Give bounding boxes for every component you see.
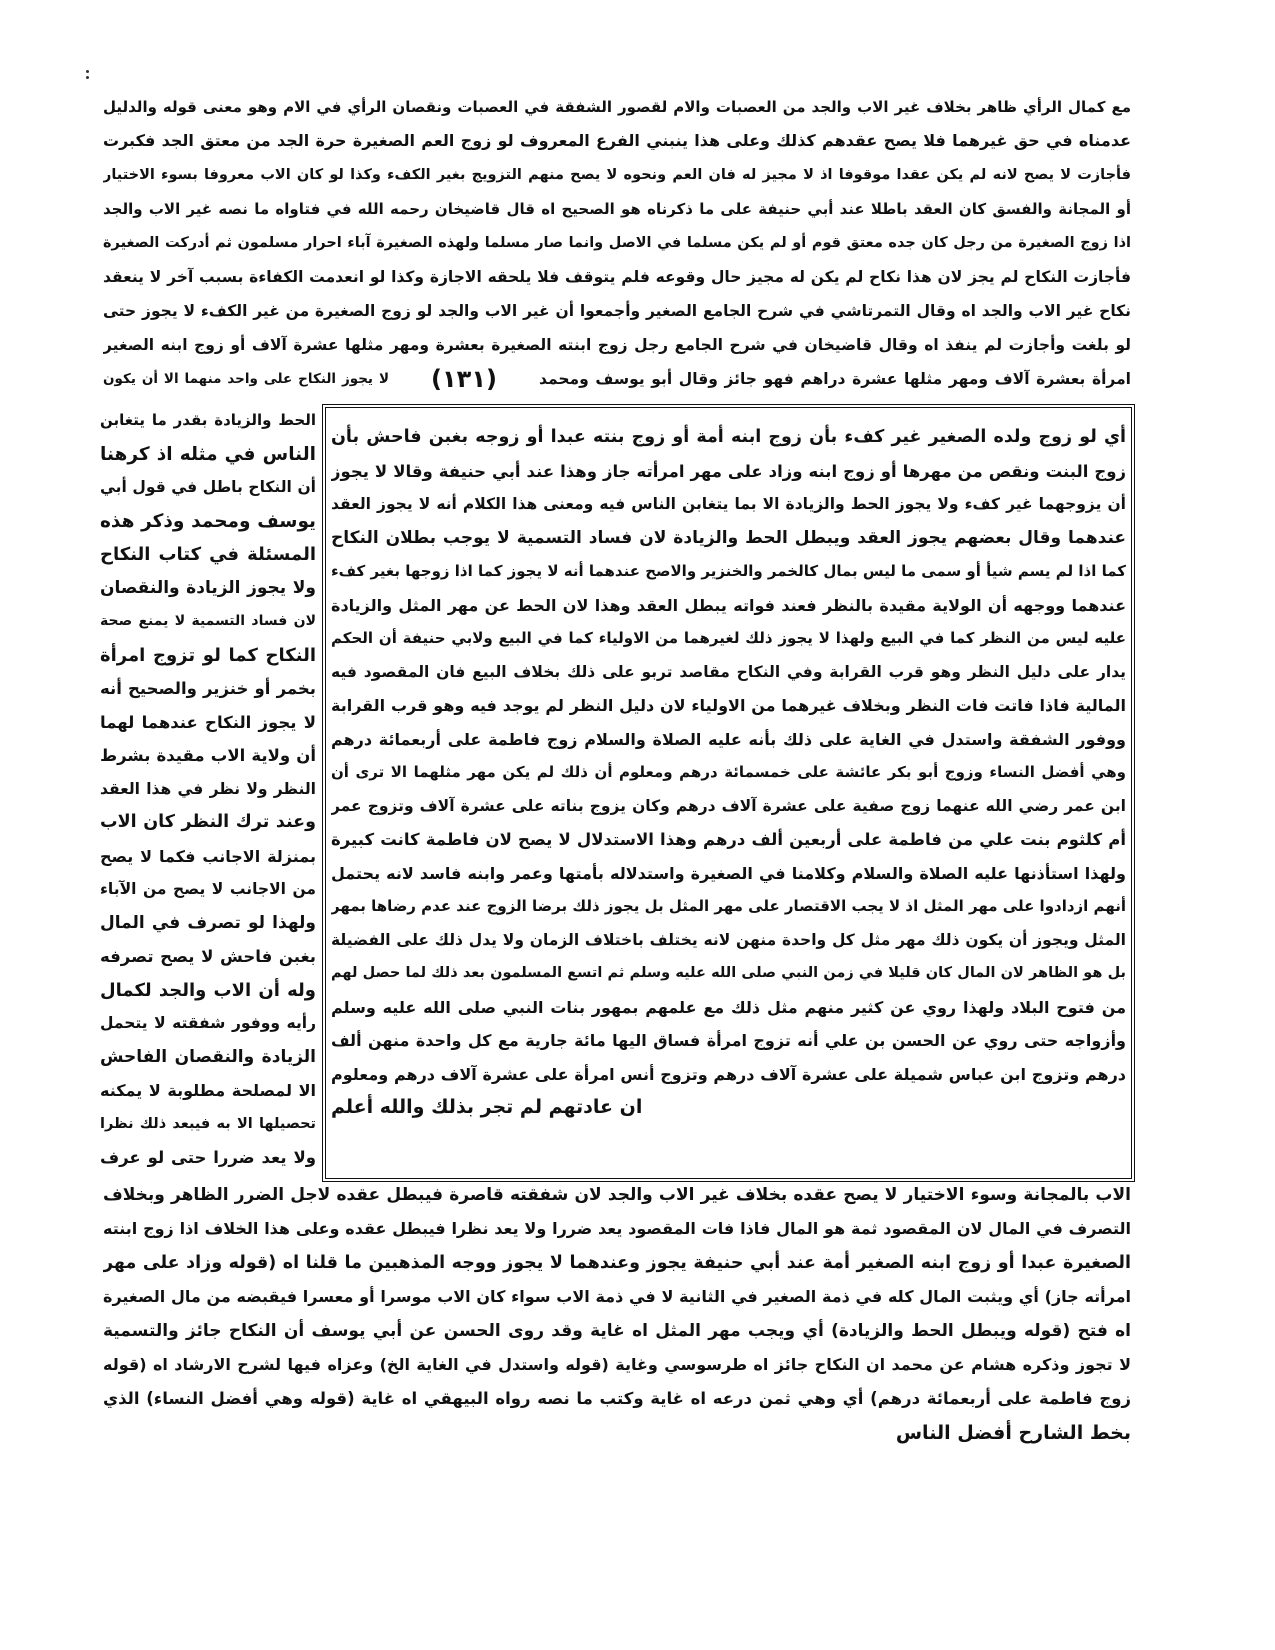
text-line: النظر ولا نظر في هذا العقد [100, 779, 316, 798]
text-line: ولا يعد ضررا حتى لو عرف [100, 1148, 316, 1167]
text-line: عندهما ووجهه أن الولاية مقيدة بالنظر فعند فواته يبطل العقد وهذا لان الحط عن مهر المثل والزيادة [331, 595, 1126, 615]
text-line: الناس في مثله اذ كرهنا [100, 443, 316, 465]
text-line: ولهذا لو تصرف في المال [100, 912, 316, 933]
text-line: اه فتح (قوله ويبطل الحط والزيادة) أي ويجب مهر المثل اه غاية وقد روى الحسن عن أبي يوسف أن النكاح جائز والتسمية [103, 1321, 1131, 1341]
bottom-gloss-lines [103, 1178, 1131, 1450]
text-line: أن يزوجهما غير كفء ولا يجوز الحط والزيادة الا بما يتغابن الناس فيه ومعنى هذا الكلام أنه لا يجوز العقد [331, 495, 1126, 513]
text-line: وله أن الاب والجد لكمال [100, 979, 316, 1001]
text-line: وعند ترك النظر كان الاب [100, 812, 316, 832]
text-line: بل هو الظاهر لان المال كان قليلا في زمن النبي صلى الله عليه وسلم ثم اتسع المسلمون بعد ذلك لما حصل لهم [331, 965, 1126, 981]
text-line: عدمناه في حق غيرهما فلا يصح عقدهم كذلك وعلى هذا ينبني الفرع المعروف لو زوج العم الصغيرة حرة الجد من معتق الجد فكبرت [103, 131, 1131, 150]
text-line: رأيه ووفور شفقته لا يتحمل [100, 1014, 316, 1032]
text-line: امرأته جاز) أي ويثبت المال كله في ذمة الصغير في الثانية لا في ذمة الاب سواء كان الاب موسرا أو معسرا فيقبضه من مال الصغيرة [103, 1287, 1131, 1306]
text-line: أن النكاح باطل في قول أبي [100, 478, 316, 496]
text-segment: امرأة بعشرة آلاف ومهر مثلها عشرة دراهم فهو جائز وقال أبو يوسف ومحمد [539, 370, 1131, 388]
text-line: الا لمصلحة مطلوبة لا يمكنه [100, 1081, 316, 1100]
text-line: بخط الشارح أفضل الناس [895, 1422, 1131, 1444]
text-line: أنهم ازدادوا على مهر المثل اذ لا يجب الاقتصار على مهر المثل بل يجوز ذلك برضا الزوج عند عدم رضاها بمهر [331, 897, 1126, 915]
text-line: ان عادتهم لم تجر بذلك والله أعلم [331, 1096, 643, 1118]
text-line: ووفور الشفقة واستدل في الغاية على ذلك بأنه عليه الصلاة والسلام زوج فاطمة على أربعمائة درهم [331, 729, 1126, 749]
text-line: عليه ليس من النظر كما في البيع ولهذا لا يجوز ذلك لغيرهما من الاولياء كما في البيع ولابي حنيفة أن الحكم [331, 629, 1126, 647]
main-text-lines [331, 421, 1126, 1125]
text-line: وهي أفضل النساء وزوج أبو بكر عائشة على خمسمائة درهم ومعلوم أن ذلك لم يكن مهر مثلهما الا ترى أن [331, 763, 1126, 781]
top-gloss-lines [103, 90, 1131, 362]
page-number: (١٣١) [431, 365, 497, 393]
text-line: نكاح غير الاب والجد اه وقال التمرتاشي في شرح الجامع الصغير وأجمعوا أن غير الاب والجد لو زوج الصغيرة من غير الكفء لا يجوز حتى [103, 302, 1131, 320]
text-line: لا تجوز وذكره هشام عن محمد ان النكاح جائز اه طرسوسي وغاية (قوله واستدل في الغاية الخ) وعزاه فيها لشرح الارشاد اه (قوله [103, 1355, 1131, 1374]
text-line: الحط والزيادة بقدر ما يتغابن [100, 411, 316, 429]
text-line: النكاح كما لو تزوج امرأة [100, 644, 316, 666]
bottom-gloss [103, 1178, 1131, 1450]
text-line: عندهما وقال بعضهم يجوز العقد ويبطل الحط والزيادة لان فساد التسمية لا يوجب بطلان النكاح [331, 527, 1126, 548]
side-gloss-lines [100, 404, 316, 1175]
text-line: التصرف في المال لان المقصود ثمة هو المال فاذا فات المقصود يعد ضررا ولا يعد نظرا فيبطل عقده وعلى هذا الخلاف اذا زوج ابنته [103, 1219, 1131, 1238]
text-line: لو بلغت وأجازت لم ينفذ اه وقال قاضيخان في شرح الجامع رجل زوج ابنته الصغيرة بعشرة ومهر مثلها عشرة آلاف أو زوج ابنه الصغير [103, 336, 1131, 354]
text-segment: لا يجوز النكاح على واحد منهما الا أن يكون [103, 371, 389, 387]
text-line: بخمر أو خنزير والصحيح أنه [100, 679, 316, 698]
text-line: تحصيلها الا به فيبعد ذلك نظرا [100, 1115, 316, 1132]
side-gloss [100, 404, 316, 1175]
text-line: أو المجانة والفسق كان العقد باطلا عند أبي حنيفة على ما ذكرناه هو الصحيح اه قال قاضيخان رحمه الله في فتاواه ما نصه غير الاب والجد [103, 200, 1131, 218]
text-line: الاب بالمجانة وسوء الاختيار لا يصح عقده بخلاف غير الاب والجد لان شفقته قاصرة فيبطل عقده لاجل الضرر الظاهر وبخلاف [103, 1185, 1131, 1205]
text-line: المثل ويجوز أن يكون ذلك مهر مثل كل واحدة منهن لانه يختلف باختلاف الزمان ولا يدل ذلك على الفضيلة [331, 930, 1126, 949]
text-line: وأزواجه حتى روي عن الحسن بن علي أنه تزوج امرأة فساق اليها مائة جارية مع كل واحدة منهن ألف [331, 1031, 1126, 1050]
text-line: ابن عمر رضي الله عنهما زوج صفية على عشرة آلاف درهم وكان يزوج بناته على عشرة آلاف وتزوج عمر [331, 796, 1126, 815]
text-line: الزيادة والنقصان الفاحش [100, 1046, 316, 1067]
text-line: لا يجوز النكاح عندهما لهما [100, 712, 316, 732]
text-line: الصغيرة عبدا أو زوج ابنه الصغير أمة عند أبي حنيفة يجوز وعندهما لا يجوز ووجه المذهبين ما قلنا اه (قوله وزاد على مهر [103, 1253, 1131, 1273]
text-line: يوسف ومحمد وذكر هذه [100, 510, 316, 532]
text-line: أم كلثوم بنت علي من فاطمة على أربعين ألف درهم وهذا الاستدلال لا يصح لان فاطمة كانت كبيرة [331, 830, 1126, 849]
text-line: مع كمال الرأي ظاهر بخلاف غير الاب والجد من العصبات والام لقصور الشفقة في العصبات ونقصان الرأي في الام وهو معنى قوله والدليل [103, 98, 1131, 116]
text-line: بمنزلة الاجانب فكما لا يصح [100, 846, 316, 866]
main-text-box [322, 404, 1135, 1182]
text-line: كما اذا لم يسم شيأ أو سمى ما ليس بمال كالخمر والخنزير والاصح عندهما أنه لا يجوز كما اذا زوجها بغير كفء [331, 562, 1126, 580]
text-line: درهم وتزوج ابن عباس شميلة على عشرة آلاف درهم وتزوج أنس امرأة على عشرة آلاف درهم ومعلوم [331, 1064, 1126, 1084]
text-line: لان فساد التسمية لا يمنع صحة [100, 613, 316, 629]
text-line: فأجازت لا يصح لانه لم يكن عقدا موقوفا اذ لا مجيز له فان العم ونحوه لا يصح منهم التزويج بغير الكفء وكذا لو كان الاب معروفا بسوء الاختيار [103, 167, 1131, 183]
text-line: زوج فاطمة على أربعمائة درهم) أي وهي ثمن درعه اه غاية وكتب ما نصه رواه البيهقي اه غاية (قوله وهي أفضل النساء) الذي [103, 1389, 1131, 1408]
text-line: بغبن فاحش لا يصح تصرفه [100, 947, 316, 966]
text-line: فأجازت النكاح لم يجز لان هذا نكاح لم يكن له مجيز حال وقوعه فلم يتوقف فلا يلحقه الاجازة وكذا لو انعدمت الكفاءة بسبب آخر لا ينعقد [103, 268, 1131, 286]
text-line: من فتوح البلاد ولهذا روي عن كثير منهم مثل ذلك مع علمهم بمهور بنات النبي صلى الله عليه وسلم [331, 997, 1126, 1017]
top-gloss [103, 90, 1131, 396]
text-line: المالية فاذا فاتت فات النظر وبخلاف غيرهما من الاولياء لان دليل النظر لم يوجد فيه وهو قرب القرابة [331, 696, 1126, 715]
text-line: يدار على دليل النظر وهو قرب القرابة وفي النكاح مقاصد تربو على ذلك بخلاف البيع فان المقصود فيه [331, 662, 1126, 681]
top-gloss-last-line [103, 362, 1131, 396]
text-line: أي لو زوج ولده الصغير غير كفء بأن زوج ابنه أمة أو زوج بنته عبدا أو زوجه بغبن فاحش بأن [331, 427, 1126, 447]
text-line: زوج البنت ونقص من مهرها أو زوج ابنه وزاد على مهر امرأته جاز وهذا عند أبي حنيفة وقالا لا يجوز [331, 461, 1126, 481]
print-speck [86, 70, 90, 80]
text-line: من الاجانب لا يصح من الآباء [100, 880, 316, 898]
text-line: أن ولاية الاب مقيدة بشرط [100, 746, 316, 765]
text-line: ولا يجوز الزيادة والنقصان [100, 577, 316, 598]
text-line: المسئلة في كتاب النكاح [100, 544, 316, 565]
text-line: ولهذا استأذنها عليه الصلاة والسلام وكلامنا في الصغيرة واستدلاله بأمتها وعمر وابنه فاسد لانه يحتمل [331, 863, 1126, 883]
text-line: اذا زوج الصغيرة من رجل كان جده معتق قوم أو لم يكن مسلما في الاصل وانما صار مسلما ولهذه الصغيرة آباء احرار مسلمون ثم أدركت الصغيرة [103, 235, 1131, 251]
